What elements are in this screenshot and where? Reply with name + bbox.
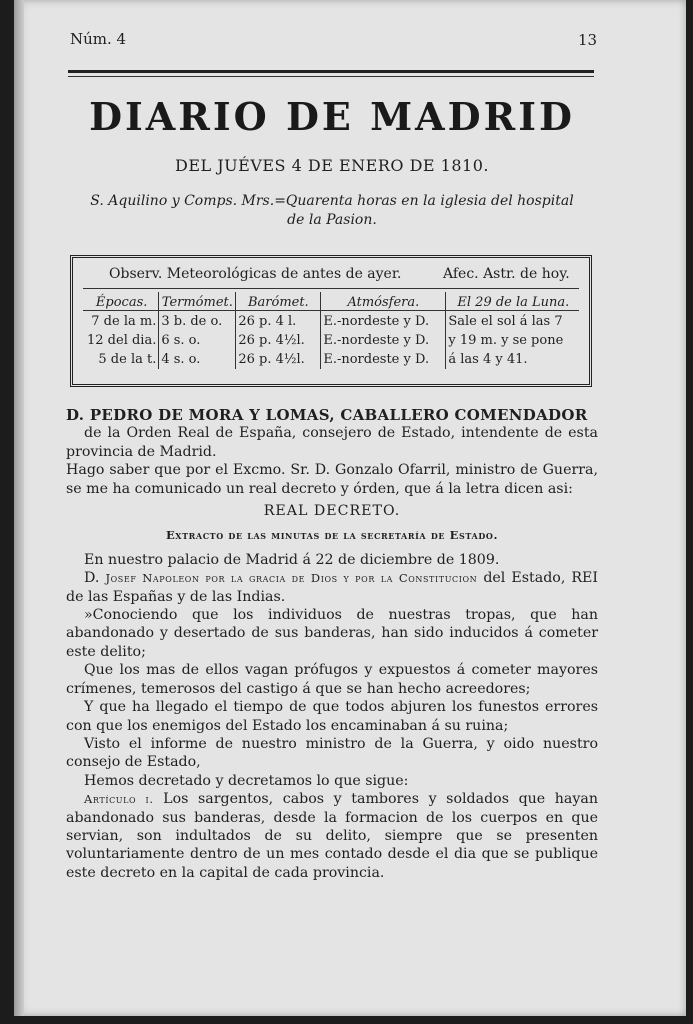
top-rule-thin: [68, 76, 594, 77]
issue-number: Núm. 4: [70, 30, 127, 48]
intro-heading: D. PEDRO DE MORA Y LOMAS, CABALLERO COMENDADOR: [66, 406, 588, 424]
meteo-cell: y 19 m. y se pone: [446, 331, 581, 350]
meteo-title-right: Afec. Astr. de hoy.: [443, 266, 570, 282]
meteo-cell: 6 s. o.: [159, 331, 236, 350]
decree-paragraph-5: Hemos decretado y decretamos lo que sigue:: [84, 772, 409, 789]
palacio-line: En nuestro palacio de Madrid á 22 de diciembre de 1809.: [84, 551, 500, 568]
meteo-cell: E.-nordeste y D.: [321, 350, 446, 369]
decree-paragraph-4: Visto el informe de nuestro ministro de la Guerra, y oido nuestro consejo de Estado,: [66, 735, 598, 771]
meteo-col-header: Atmósfera.: [321, 292, 446, 312]
josef-title: Josef Napoleon por la gracia de Dios y por la Constitucion: [105, 571, 478, 586]
top-rule: [68, 70, 594, 73]
saint-of-day: [64, 192, 600, 230]
meteo-cell: 3 b. de o.: [159, 312, 236, 331]
meteo-cell: 12 del dia.: [87, 333, 157, 348]
article-body: Los sargentos, cabos y tambores y soldados que hayan abandonado sus banderas, desde la formacion de los cuerpos en que servian, son indultados de su delito, siempre que se presenten voluntariamente dentro de un mes contado desde el dia que se publique este decreto en la capital de cada provincia.: [66, 791, 598, 881]
meteo-grid: [85, 292, 580, 369]
meteo-cell: 7 de la m.: [91, 314, 157, 329]
meteo-cell: Sale el sol á las 7: [446, 312, 581, 331]
meteo-cell: 4 s. o.: [159, 350, 236, 369]
josef-prefix: D.: [84, 570, 106, 587]
meteo-cell: E.-nordeste y D.: [321, 312, 446, 331]
meteorological-table: [70, 255, 592, 387]
josef-rest: del Estado, REI de las Españas y de las Indias.: [66, 570, 599, 605]
intro-block: [66, 406, 598, 882]
meteo-title-left: Observ. Meteorológicas de antes de ayer.: [109, 266, 402, 282]
josef-paragraph: [66, 569, 598, 606]
meteo-row: [85, 331, 580, 350]
masthead-title: DIARIO DE MADRID: [89, 94, 575, 139]
decree-paragraph-2: Que los mas de ellos vagan prófugos y expuestos á cometer mayores crímenes, temerosos del castigo á que se han hecho acreedores;: [66, 662, 598, 697]
hago-paragraph: Hago saber que por el Excmo. Sr. D. Gonzalo Ofarril, ministro de Guerra, se me ha comunicado un real decreto y órden, que á la letra dicen asi:: [66, 462, 598, 497]
meteo-cell: á las 4 y 41.: [446, 350, 581, 369]
article-label: Artículo i.: [84, 792, 154, 807]
page-number: 13: [578, 31, 598, 49]
meteo-cell: 26 p. 4 l.: [236, 312, 321, 331]
meteo-col-header: Termómet.: [159, 292, 236, 312]
meteo-cell: E.-nordeste y D.: [321, 331, 446, 350]
decree-paragraph-1: »Conociendo que los individuos de nuestras tropas, que han abandonado y desertado de sus banderas, han sido inducidos á cometer este delito;: [66, 607, 598, 660]
intro-body: de la Orden Real de España, consejero de Estado, intendente de esta provincia de Madrid.: [66, 425, 598, 460]
meteo-divider: [83, 288, 579, 289]
meteo-row: [85, 312, 580, 331]
meteo-col-header: Épocas.: [95, 294, 148, 310]
article-1: [66, 790, 598, 882]
meteo-cell: 5 de la t.: [98, 352, 157, 367]
page-spine: [14, 0, 24, 1016]
meteo-cell: 26 p. 4½l.: [236, 331, 321, 350]
meteo-cell: 26 p. 4½l.: [236, 350, 321, 369]
real-decreto-heading: REAL DECRETO.: [263, 503, 401, 520]
meteo-col-header: El 29 de la Luna.: [446, 292, 581, 312]
meteo-row: [85, 350, 580, 369]
saint-line-2: de la Pasion.: [287, 212, 377, 228]
meteo-header-row: [85, 292, 580, 312]
dateline: DEL JUÉVES 4 DE ENERO DE 1810.: [175, 156, 489, 175]
saint-line-1: S. Aquilino y Comps. Mrs.=Quarenta horas en la iglesia del hospital: [90, 193, 574, 209]
meteo-col-header: Barómet.: [236, 292, 321, 312]
extracto-heading: Extracto de las minutas de la secretaría de Estado.: [165, 528, 499, 543]
decree-paragraph-3: Y que ha llegado el tiempo de que todos abjuren los funestos errores con que los enemigos del Estado los encaminaban á su ruina;: [66, 699, 598, 734]
